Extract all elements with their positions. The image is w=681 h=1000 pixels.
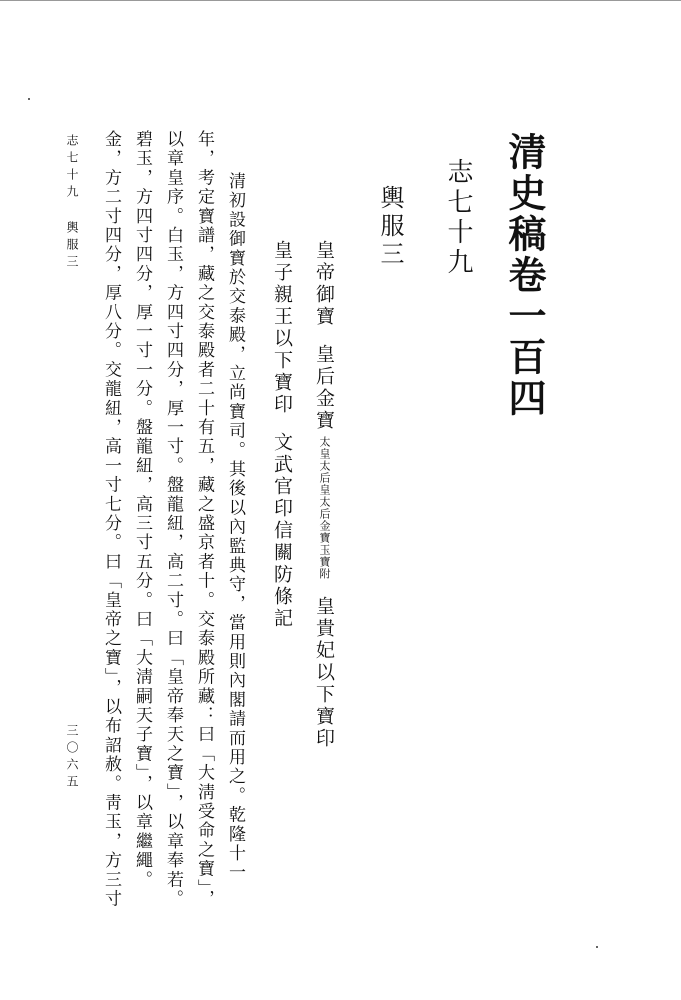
toc-item-prince-seals: 皇子親王以下寶印 [271, 240, 293, 416]
section-title: 輿服三 [376, 185, 404, 269]
toc-item-note: 太皇太后皇太后金寶玉寶附 [318, 436, 331, 580]
body-column-5: 金，方二寸四分，厚八分。交龍紐，高一寸七分。曰「皇帝之寶」，以布詔赦。靑玉，方三寸 [101, 130, 121, 909]
toc-column-1 [314, 240, 333, 750]
page-top-border [0, 0, 681, 1]
treatise-number: 志七十九 [443, 158, 473, 278]
body-column-3: 以章皇序。白玉，方四寸四分，厚一寸。盤龍紐，高二寸。曰「皇帝奉天之寶」，以章奉若。 [163, 130, 183, 909]
toc-column-2 [272, 240, 291, 630]
body-column-1: 清初設御寶於交泰殿，立尚寶司。其後以內監典守，當用則內閣請而用之。乾隆十一 [225, 172, 245, 883]
toc-item-empress-seals: 皇后金寶 [313, 344, 335, 432]
body-column-4: 碧玉，方四寸四分，厚一寸一分。盤龍紐，高三寸五分。曰「大淸嗣天子寶」，以章繼繩。 [132, 130, 152, 890]
body-column-2: 年，考定寶譜，藏之交泰殿者二十有五，藏之盛京者十。交泰殿所藏：曰「大淸受命之寶」， [194, 130, 214, 909]
toc-item-official-seals: 文武官印信關防條記 [271, 432, 293, 630]
speck-mark [28, 98, 30, 100]
book-title: 清史稿卷一百四 [502, 132, 547, 419]
page-number: 三〇六五 [65, 724, 79, 792]
toc-item-emperor-seals: 皇帝御寶 [313, 240, 335, 328]
running-head: 志七十九 輿服三 [65, 134, 79, 272]
speck-mark [596, 946, 598, 948]
toc-item-consort-seals: 皇貴妃以下寶印 [313, 596, 335, 750]
